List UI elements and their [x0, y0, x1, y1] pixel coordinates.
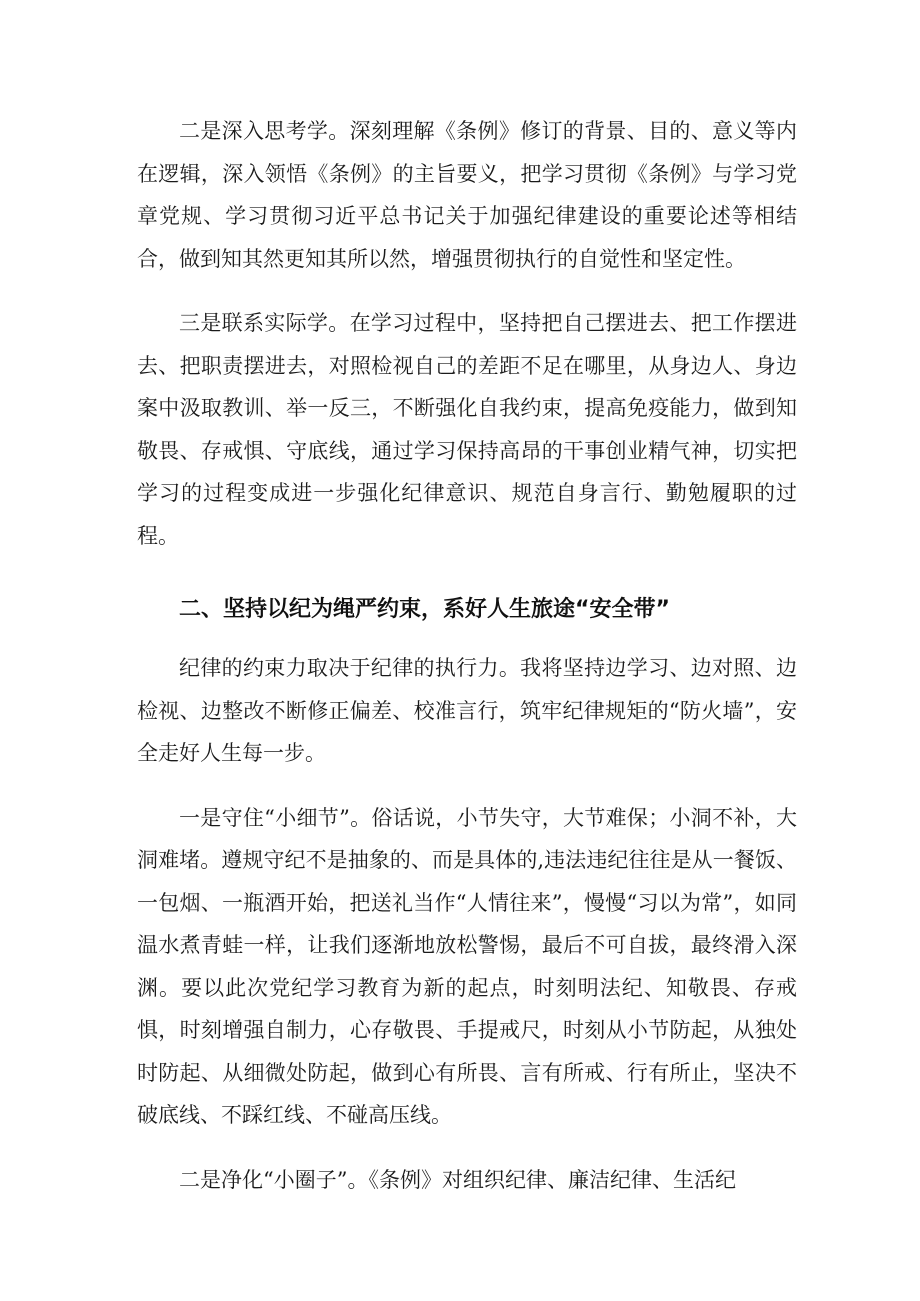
paragraph-discipline-intro: 纪律的约束力取决于纪律的执行力。我将坚持边学习、边对照、边检视、边整改不断修正偏差、校准言行，筑牢纪律规矩的“防火墙”，安全走好人生每一步。: [137, 656, 797, 765]
paragraph-study-practice: 三是联系实际学。在学习过程中，坚持把自己摆进去、把工作摆进去、把职责摆进去，对照检视自己的差距不足在哪里，从身边人、身边案中汲取教训、举一反三，不断强化自我约束，提高免疫能力，做到知敬畏、存戒惧、守底线，通过学习保持高昂的干事创业精气神，切实把学习的过程变成进一步强化纪律意识、规范自身言行、勤勉履职的过程。: [137, 311, 797, 548]
paragraph-small-details: 一是守住“小细节”。俗话说，小节失守，大节难保；小洞不补，大洞难堵。遵规守纪不是抽象的、而是具体的,违法违纪往往是从一餐饭、一包烟、一瓶酒开始，把送礼当作“人情往来”，慢慢“习以为常”，如同温水煮青蛙一样，让我们逐渐地放松警惕，最后不可自拔，最终滑入深渊。要以此次党纪学习教育为新的起点，时刻明法纪、知敬畏、存戒惧，时刻增强自制力，心存敬畏、手提戒尺，时刻从小节防起，从独处时防起、从细微处防起，做到心有所畏、言有所戒、行有所止，坚决不破底线、不踩红线、不碰高压线。: [137, 805, 797, 1127]
paragraph-small-circles: 二是净化“小圈子”。《条例》对组织纪律、廉洁纪律、生活纪: [179, 1167, 736, 1192]
section-heading: 二、坚持以纪为绳严约束，系好人生旅途“安全带”: [179, 597, 670, 622]
document-body: [137, 110, 797, 1223]
paragraph-study-deeply: 二是深入思考学。深刻理解《条例》修订的背景、目的、意义等内在逻辑，深入领悟《条例》的主旨要义，把学习贯彻《条例》与学习党章党规、学习贯彻习近平总书记关于加强纪律建设的重要论述等相结合，做到知其然更知其所以然，增强贯彻执行的自觉性和坚定性。: [137, 119, 797, 271]
